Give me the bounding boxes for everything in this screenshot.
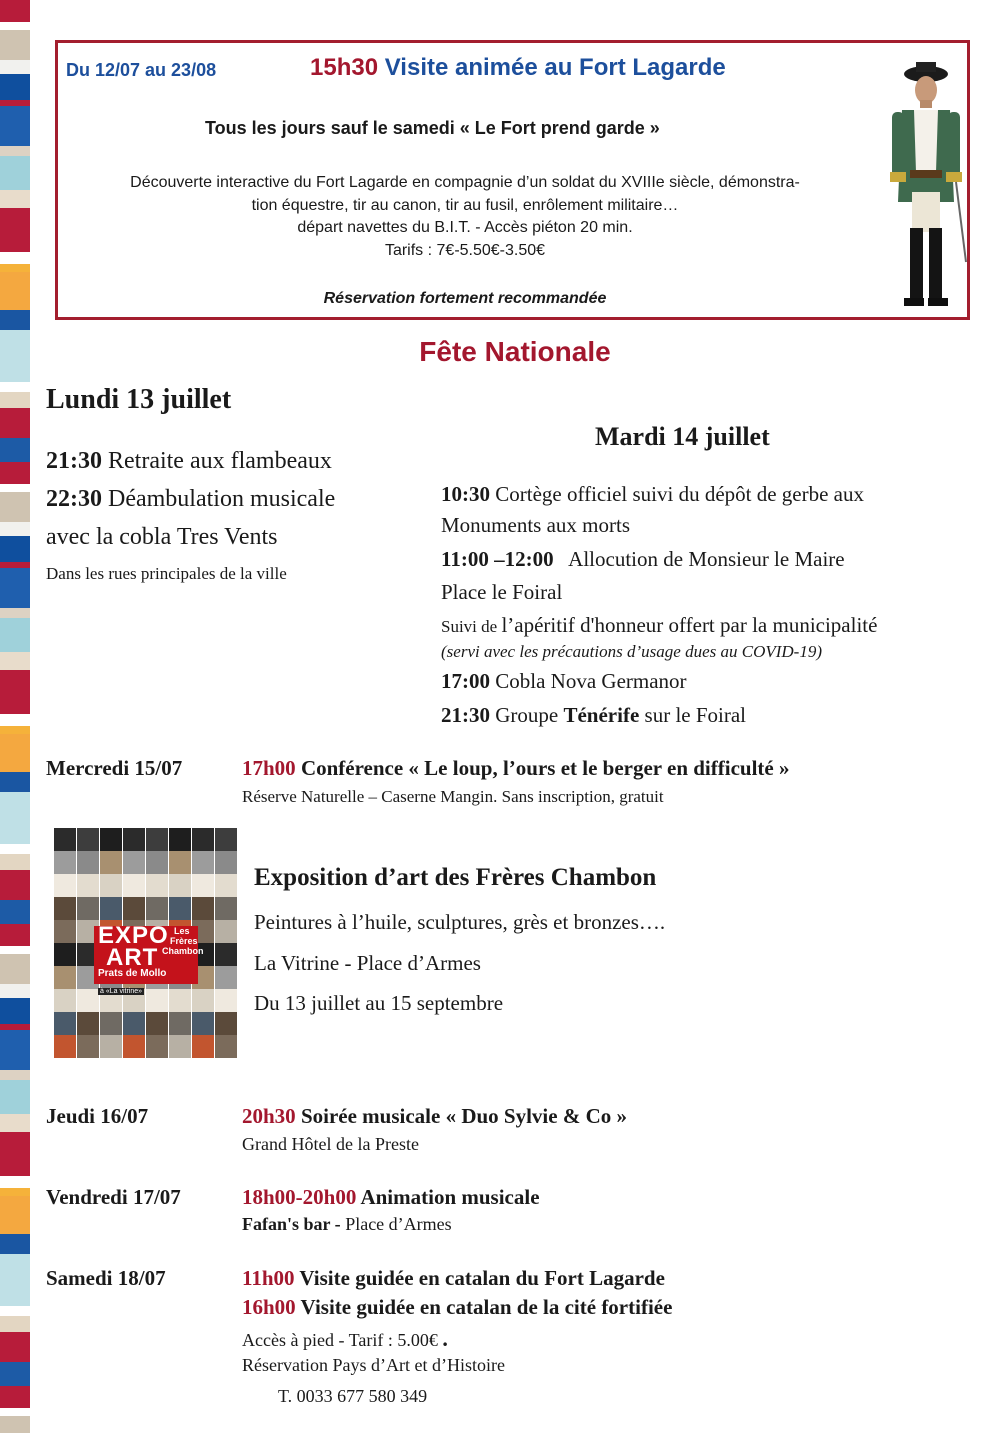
poster-tile xyxy=(77,897,99,920)
poster-tile xyxy=(123,897,145,920)
stripe-band xyxy=(0,1070,30,1080)
stripe-band xyxy=(0,1114,30,1132)
poster-tile xyxy=(100,1035,122,1058)
mardi-text: Allocution de Monsieur le Maire xyxy=(553,547,845,571)
stripe-band xyxy=(0,1188,30,1196)
stripe-band xyxy=(0,30,30,60)
samedi-day: Samedi 18/07 xyxy=(46,1266,166,1290)
poster-tile xyxy=(192,1012,214,1035)
jeudi-day: Jeudi 16/07 xyxy=(46,1104,149,1128)
mardi-text: Cortège officiel suivi du dépôt de gerbe aux xyxy=(490,482,865,506)
poster-tile xyxy=(146,874,168,897)
poster-tile xyxy=(77,1035,99,1058)
poster-tile xyxy=(54,989,76,1012)
expo-title: Exposition d’art des Frères Chambon xyxy=(254,864,657,891)
mardi-text: Groupe xyxy=(490,703,564,727)
mardi-line-7 xyxy=(441,669,687,694)
stripe-band xyxy=(0,1254,30,1306)
stripe-band xyxy=(0,1316,30,1332)
fete-title: Fête Nationale xyxy=(419,336,611,367)
poster-tile xyxy=(215,943,237,966)
event-title: Conférence « Le loup, l’ours et le berger en difficulté » xyxy=(295,756,790,780)
poster-tile xyxy=(215,828,237,851)
poster-tile xyxy=(123,851,145,874)
lundi-small: Dans les rues principales de la ville xyxy=(46,564,287,583)
poster-tile xyxy=(54,1012,76,1035)
stripe-band xyxy=(0,1030,30,1070)
mardi-text: l’apéritif d'honneur offert par la municipalité xyxy=(501,613,878,637)
poster-tile xyxy=(54,897,76,920)
stripe-band xyxy=(0,1234,30,1254)
stripe-band xyxy=(0,900,30,924)
jeudi-event xyxy=(242,1104,627,1129)
stripe-band xyxy=(0,714,30,726)
stripe-band xyxy=(0,998,30,1024)
stripe-band xyxy=(0,984,30,998)
vendredi-event xyxy=(242,1185,540,1210)
mercredi-day: Mercredi 15/07 xyxy=(46,756,183,780)
event-time: 11h00 xyxy=(242,1266,295,1290)
stripe-band xyxy=(0,522,30,536)
poster-tile xyxy=(77,828,99,851)
stripe-band xyxy=(0,264,30,272)
poster-chambon: Chambon xyxy=(162,946,204,956)
poster-tile xyxy=(169,897,191,920)
stripe-band xyxy=(0,1196,30,1234)
event-title: Visite guidée en catalan du Fort Lagarde xyxy=(294,1266,665,1290)
poster-tile xyxy=(192,1035,214,1058)
stripe-band xyxy=(0,492,30,522)
samedi-phone: T. 0033 677 580 349 xyxy=(278,1386,428,1406)
poster-tile xyxy=(215,1012,237,1035)
mardi-text: Cobla Nova Germanor xyxy=(490,669,687,693)
mardi-text: sur le Foiral xyxy=(639,703,747,727)
stripe-band xyxy=(0,462,30,484)
poster-tile xyxy=(192,897,214,920)
stripe-band xyxy=(0,272,30,310)
box-heading xyxy=(310,54,726,82)
stripe-band xyxy=(0,1132,30,1176)
desc-line: départ navettes du B.I.T. - Accès piéton 20 min. xyxy=(297,219,633,236)
poster-tile xyxy=(146,851,168,874)
stripe-band xyxy=(0,60,30,74)
box-time: 15h30 xyxy=(310,54,379,81)
stripe-band xyxy=(0,536,30,562)
poster-tile xyxy=(54,828,76,851)
poster-tile xyxy=(169,1012,191,1035)
lundi-heading: Lundi 13 juillet xyxy=(46,384,232,415)
poster-tile xyxy=(215,897,237,920)
stripe-band xyxy=(0,106,30,146)
poster-tile xyxy=(215,874,237,897)
lundi-item-text: Déambulation musicale xyxy=(102,486,336,512)
poster-tile xyxy=(146,1035,168,1058)
stripe-band xyxy=(0,870,30,900)
mardi-line-2: Monuments aux morts xyxy=(441,513,630,537)
poster-tile xyxy=(169,828,191,851)
access-dot: . xyxy=(442,1326,448,1351)
poster-tile xyxy=(77,1012,99,1035)
stripe-band xyxy=(0,1176,30,1188)
event-time: 16h00 xyxy=(242,1295,296,1319)
event-title: Animation musicale xyxy=(356,1185,540,1209)
lundi-line-3: avec la cobla Tres Vents xyxy=(46,524,278,550)
stripe-band xyxy=(0,652,30,670)
poster-tile xyxy=(192,874,214,897)
poster-tile xyxy=(192,851,214,874)
mardi-line-3 xyxy=(441,547,845,572)
poster-tile xyxy=(77,989,99,1012)
event-time: 18h00-20h00 xyxy=(242,1185,357,1209)
poster-place: Prats de Mollo xyxy=(98,968,167,979)
desc-line: Tarifs : 7€-5.50€-3.50€ xyxy=(384,241,546,259)
venue-place: Place d’Armes xyxy=(345,1214,452,1234)
stripe-band xyxy=(0,310,30,330)
event-title: Soirée musicale « Duo Sylvie & Co » xyxy=(295,1104,627,1128)
poster-tile xyxy=(54,943,76,966)
mardi-heading: Mardi 14 juillet xyxy=(595,422,770,451)
poster-tile xyxy=(215,851,237,874)
samedi-event-1 xyxy=(242,1266,665,1291)
stripe-band xyxy=(0,726,30,734)
event-time: 17h00 xyxy=(242,756,296,780)
jeudi-sub: Grand Hôtel de la Preste xyxy=(242,1134,419,1154)
mardi-line-1 xyxy=(441,482,864,507)
mardi-time: 21:30 xyxy=(441,703,490,727)
stripe-band xyxy=(0,382,30,392)
stripe-band xyxy=(0,1080,30,1114)
poster-tile xyxy=(146,897,168,920)
vendredi-sub xyxy=(242,1214,452,1235)
stripe-band xyxy=(0,670,30,714)
event-title: Visite guidée en catalan de la cité fortifiée xyxy=(295,1295,673,1319)
box-dates: Du 12/07 au 23/08 xyxy=(66,60,217,80)
stripe-band xyxy=(0,22,30,30)
mardi-line-5 xyxy=(441,613,877,638)
poster-tile xyxy=(192,989,214,1012)
poster-les: Les xyxy=(174,926,190,936)
poster-tile xyxy=(54,874,76,897)
stripe-band xyxy=(0,156,30,190)
poster-tile xyxy=(215,989,237,1012)
stripe-band xyxy=(0,330,30,382)
poster-tile xyxy=(54,1035,76,1058)
stripe-band xyxy=(0,1306,30,1316)
poster-tile xyxy=(54,920,76,943)
stripe-band xyxy=(0,1332,30,1362)
stripe-band xyxy=(0,792,30,844)
mardi-line-6: (servi avec les précautions d’usage dues au COVID-19) xyxy=(441,642,822,661)
poster-tile xyxy=(146,989,168,1012)
stripe-band xyxy=(0,734,30,772)
lundi-item-time: 21:30 xyxy=(46,448,102,474)
stripe-band xyxy=(0,392,30,408)
stripe-band xyxy=(0,252,30,264)
venue-name: Fafan's bar - xyxy=(242,1214,346,1234)
lundi-item-2 xyxy=(46,486,335,513)
mardi-text: Suivi de xyxy=(441,617,502,636)
stripe-band xyxy=(0,568,30,608)
samedi-event-2 xyxy=(242,1295,672,1320)
access-text: Accès à pied - Tarif : 5.00€ xyxy=(242,1330,443,1350)
stripe-band xyxy=(0,1416,30,1433)
box-subtitle: Tous les jours sauf le samedi « Le Fort prend garde » xyxy=(205,118,660,138)
poster-vitrine: à «La vitrine» xyxy=(100,988,143,995)
stripe-band xyxy=(0,844,30,854)
stripe-band xyxy=(0,772,30,792)
stripe-band xyxy=(0,924,30,946)
poster-tile xyxy=(100,1012,122,1035)
mardi-text: Ténérife xyxy=(563,703,640,727)
poster-tile xyxy=(100,897,122,920)
event-time: 20h30 xyxy=(242,1104,296,1128)
expo-poster xyxy=(54,828,238,1058)
stripe-band xyxy=(0,408,30,438)
soldier-image xyxy=(880,52,970,314)
vendredi-day: Vendredi 17/07 xyxy=(46,1185,181,1209)
poster-tile xyxy=(54,966,76,989)
stripe-band xyxy=(0,1408,30,1416)
poster-tile xyxy=(215,920,237,943)
stripe-band xyxy=(0,1362,30,1386)
mardi-line-8 xyxy=(441,703,746,728)
poster-tile xyxy=(123,874,145,897)
expo-line-2: La Vitrine - Place d’Armes xyxy=(254,951,481,975)
poster-expo: EXPO xyxy=(98,922,169,949)
stripe-band xyxy=(0,484,30,492)
poster-tile xyxy=(215,966,237,989)
stripe-band xyxy=(0,438,30,462)
expo-line-3: Du 13 juillet au 15 septembre xyxy=(254,991,504,1015)
poster-tile xyxy=(146,1012,168,1035)
box-description xyxy=(60,172,870,262)
stripe-band xyxy=(0,854,30,870)
mercredi-event xyxy=(242,756,790,781)
poster-tile xyxy=(169,989,191,1012)
decorative-stripes xyxy=(0,0,30,1433)
box-reservation: Réservation fortement recommandée xyxy=(323,290,607,307)
poster-tile xyxy=(77,851,99,874)
poster-tile xyxy=(123,1035,145,1058)
stripe-band xyxy=(0,954,30,984)
lundi-item-1 xyxy=(46,448,332,475)
mardi-time: 17:00 xyxy=(441,669,490,693)
poster-tile xyxy=(169,874,191,897)
poster-tile xyxy=(169,1035,191,1058)
stripe-band xyxy=(0,618,30,652)
mardi-line-4: Place le Foiral xyxy=(441,580,563,604)
stripe-band xyxy=(0,74,30,100)
poster-tile xyxy=(169,851,191,874)
desc-line: tion équestre, tir au canon, tir au fusil, enrôlement militaire… xyxy=(251,196,679,214)
expo-line-1: Peintures à l’huile, sculptures, grès et bronzes…. xyxy=(254,910,666,934)
poster-tile xyxy=(192,828,214,851)
poster-tile xyxy=(215,1035,237,1058)
stripe-band xyxy=(0,190,30,208)
poster-tile xyxy=(146,828,168,851)
poster-art: ART xyxy=(106,944,159,971)
poster-tile xyxy=(123,828,145,851)
lundi-item-text: Retraite aux flambeaux xyxy=(102,448,332,474)
poster-freres: Frères xyxy=(170,936,198,946)
samedi-access xyxy=(242,1326,448,1352)
samedi-reservation: Réservation Pays d’Art et d’Histoire xyxy=(242,1355,505,1375)
stripe-band xyxy=(0,146,30,156)
box-title: Visite animée au Fort Lagarde xyxy=(384,54,726,81)
poster-tile xyxy=(100,828,122,851)
stripe-band xyxy=(0,608,30,618)
lundi-item-time: 22:30 xyxy=(46,486,102,512)
mardi-time: 11:00 –12:00 xyxy=(441,547,554,571)
stripe-band xyxy=(0,1386,30,1408)
mardi-time: 10:30 xyxy=(441,482,490,506)
poster-tile xyxy=(54,851,76,874)
poster-tile xyxy=(77,874,99,897)
poster-tile xyxy=(123,1012,145,1035)
stripe-band xyxy=(0,0,30,22)
desc-line: Découverte interactive du Fort Lagarde en compagnie d’un soldat du XVIIIe siècle, démonstra- xyxy=(130,174,800,191)
poster-tile xyxy=(100,851,122,874)
stripe-band xyxy=(0,946,30,954)
mercredi-sub: Réserve Naturelle – Caserne Mangin. Sans inscription, gratuit xyxy=(242,787,664,806)
poster-tile xyxy=(100,874,122,897)
stripe-band xyxy=(0,208,30,252)
